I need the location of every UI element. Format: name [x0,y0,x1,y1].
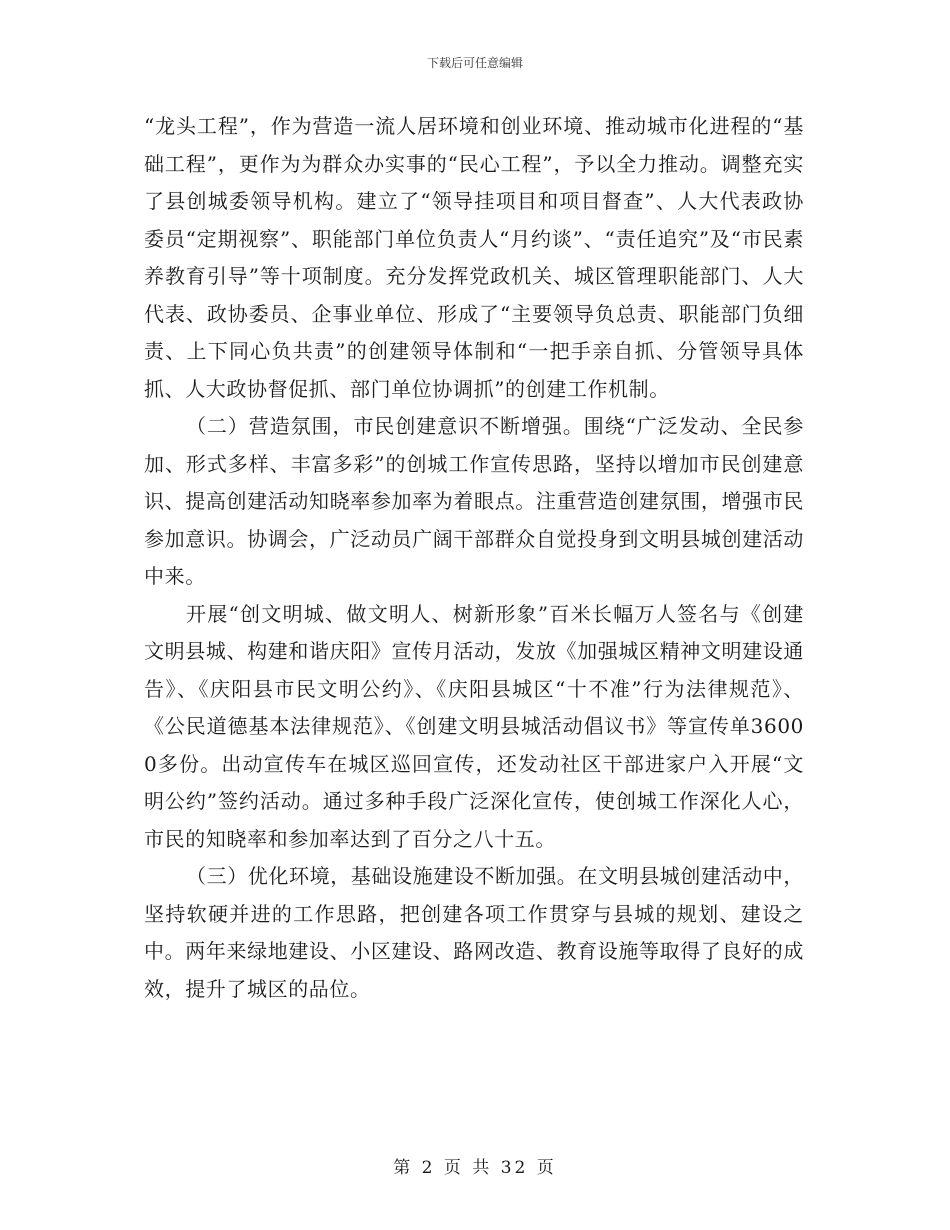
document-body [144,108,804,1008]
page-number-footer: 第 2 页 共 32 页 [393,1158,557,1178]
paragraph-3: 开展“创文明城、做文明人、树新形象”百米长幅万人签名与《创建文明县城、构建和谐庆阳》宣传月活动，发放《加强城区精神文明建设通告》、《庆阳县市民文明公约》、《庆阳县城区“十不准”行为法律规范》、《公民道德基本法律规范》、《创建文明县城活动倡议书》等宣传单36000多份。出动宣传车在城区巡回宣传，还发动社区干部进家户入开展“文明公约”签约活动。通过多种手段广泛深化宣传，使创城工作深化人心，市民的知晓率和参加率达到了百分之八十五。 [144,601,804,851]
page-header-note: 下载后可任意编辑 [426,56,523,70]
paragraph-2: （二）营造氛围，市民创建意识不断增强。围绕“广泛发动、全民参加、形式多样、丰富多彩”的创城工作宣传思路，坚持以增加市民创建意识、提高创建活动知晓率参加率为着眼点。注重营造创建氛围，增强市民参加意识。协调会，广泛动员广阔干部群众自觉投身到文明县城创建活动中来。 [144,414,804,588]
paragraph-4: （三）优化环境，基础设施建设不断加强。在文明县城创建活动中，坚持软硬并进的工作思路，把创建各项工作贯穿与县城的规划、建设之中。两年来绿地建设、小区建设、路网改造、教育设施等取得了良好的成效，提升了城区的品位。 [144,864,804,1001]
paragraph-1: “龙头工程”，作为营造一流人居环境和创业环境、推动城市化进程的“基础工程”，更作为为群众办实事的“民心工程”，予以全力推动。调整充实了县创城委领导机构。建立了“领导挂项目和项目督查”、人大代表政协委员“定期视察”、职能部门单位负责人“月约谈”、“责任追究”及“市民素养教育引导”等十项制度。充分发挥党政机关、城区管理职能部门、人大代表、政协委员、企事业单位、形成了“主要领导负总责、职能部门负细责、上下同心负共责”的创建领导体制和“一把手亲自抓、分管领导具体抓、人大政协督促抓、部门单位协调抓”的创建工作机制。 [144,114,804,401]
